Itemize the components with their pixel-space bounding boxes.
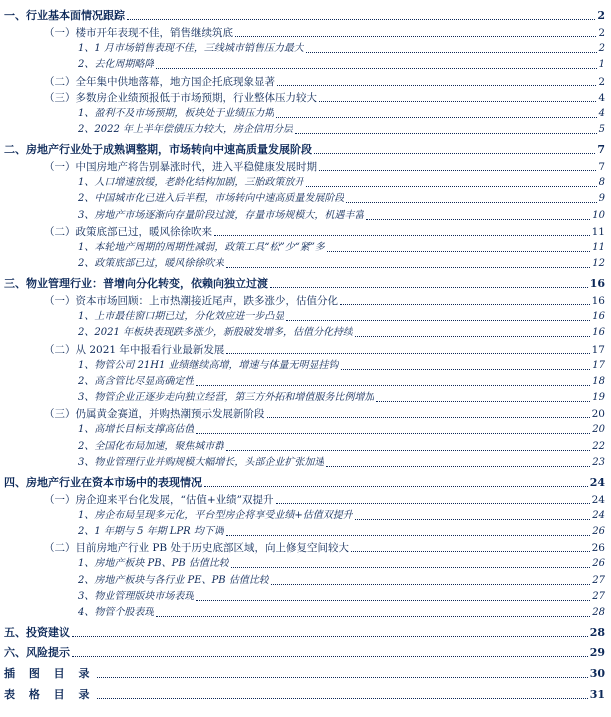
toc-dot-leader xyxy=(271,584,590,585)
toc-dot-leader xyxy=(226,353,589,354)
toc-page-number: 20 xyxy=(592,424,605,436)
toc-page-number: 26 xyxy=(591,542,605,555)
toc-entry-title: 3、房地产市场逐渐向存量阶段过渡，存量市场规模大，机遇丰富 xyxy=(78,209,365,221)
toc-entry-title: 插 图 目 录 xyxy=(4,667,95,681)
toc-page-number: 8 xyxy=(598,177,605,189)
toc-entry[interactable] xyxy=(0,686,611,704)
toc-dot-leader xyxy=(376,401,590,402)
toc-page-number: 16 xyxy=(592,327,605,339)
toc-entry-title: （二）目前房地产行业 PB 处于历史底部区域，向上修复空间较大 xyxy=(44,542,349,555)
toc-dot-leader xyxy=(196,600,590,601)
toc-page-number: 27 xyxy=(592,590,605,602)
toc-entry-title: （一）房企迎来平台化发展，“估值+业绩”双提升 xyxy=(44,493,274,506)
toc-dot-leader xyxy=(295,133,597,134)
toc-dot-leader xyxy=(156,68,596,69)
toc-entry-title: 五、投资建议 xyxy=(4,625,70,639)
toc-entry-title: 2、去化周期略降 xyxy=(78,59,155,71)
toc-entry-title: （三）仍属黄金赛道，并购热潮预示发展新阶段 xyxy=(44,408,265,421)
toc-dot-leader xyxy=(127,19,595,20)
toc-dot-leader xyxy=(319,101,596,102)
toc-dot-leader xyxy=(196,385,590,386)
toc-dot-leader xyxy=(327,251,590,252)
toc-page-number: 16 xyxy=(589,276,605,290)
toc-dot-leader xyxy=(231,567,590,568)
toc-page-number: 9 xyxy=(598,193,605,205)
toc-page-number: 23 xyxy=(592,456,605,468)
toc-dot-leader xyxy=(286,320,590,321)
toc-entry-title: 3、物业管理版块市场表现 xyxy=(78,590,195,602)
toc-entry-title: 1、人口增速放缓，老龄化结构加剧，三胎政策放开 xyxy=(78,177,305,189)
toc-page-number: 24 xyxy=(591,493,605,506)
toc-entry-title: 3、物业管理行业并购规模大幅增长，头部企业扩张加速 xyxy=(78,456,325,468)
toc-entry-title: 2、房地产板块与各行业 PE、PB 估值比较 xyxy=(78,574,269,586)
toc-dot-leader xyxy=(276,503,590,504)
toc-entry-title: （一）资本市场回顾：上市热潮接近尾声，跌多涨少，估值分化 xyxy=(44,295,338,307)
toc-entry-title: 六、风险提示 xyxy=(4,646,70,660)
toc-page-number: 10 xyxy=(592,209,605,221)
toc-dot-leader xyxy=(267,417,590,418)
toc-page-number: 17 xyxy=(592,359,605,371)
toc-dot-leader xyxy=(214,235,590,236)
toc-dot-leader xyxy=(97,677,588,678)
toc-page-number: 24 xyxy=(592,509,605,521)
toc-entry[interactable] xyxy=(0,624,611,642)
toc-page-number: 2 xyxy=(597,9,605,22)
toc-entry-title: 2、全国化布局加速，聚焦城市群 xyxy=(78,440,225,452)
toc-page-number: 4 xyxy=(598,91,605,104)
toc-entry-title: 4、物管个股表现 xyxy=(78,606,155,618)
toc-page-number: 24 xyxy=(589,475,605,489)
toc-page-number: 31 xyxy=(589,687,605,701)
toc-dot-leader xyxy=(72,656,588,657)
toc-page-number: 30 xyxy=(589,667,605,681)
toc-dot-leader xyxy=(226,450,590,451)
toc-page-number: 26 xyxy=(592,526,605,538)
toc-page-number: 7 xyxy=(598,161,605,174)
toc-entry[interactable] xyxy=(0,141,611,159)
toc-entry[interactable] xyxy=(0,275,611,293)
toc-page-number: 5 xyxy=(598,124,605,136)
toc-entry-title: 2、2021 年板块表现跌多涨少，新股破发增多，估值分化持续 xyxy=(78,327,353,339)
toc-entry-title: （三）多数房企业绩预报低于市场预期，行业整体压力较大 xyxy=(44,91,317,104)
toc-entry-title: 1、上市最佳窗口期已过，分化效应进一步凸显 xyxy=(78,311,285,323)
toc-entry-title: 2、中国城市化已进入后半程，市场转向中速高质量发展阶段 xyxy=(78,193,345,205)
toc-dot-leader xyxy=(340,304,590,305)
toc-dot-leader xyxy=(226,535,590,536)
toc-entry-title: 1、高增长目标支撑高估值 xyxy=(78,424,195,436)
toc-entry-title: （二）全年集中供地落幕，地方国企托底现象显著 xyxy=(44,75,275,88)
toc-dot-leader xyxy=(226,267,590,268)
toc-entry[interactable] xyxy=(0,665,611,683)
toc-entry-title: 2、高含管比尽显高确定性 xyxy=(78,375,195,387)
toc-dot-leader xyxy=(355,519,591,520)
toc-page-number: 4 xyxy=(598,108,605,119)
toc-entry-title: 1、房地产板块 PB、PB 估值比较 xyxy=(78,558,229,570)
toc-entry-title: 二、房地产行业处于成熟调整期，市场转向中速高质量发展阶段 xyxy=(4,142,312,156)
toc-page-number: 28 xyxy=(589,625,605,639)
toc-page-number: 17 xyxy=(591,343,605,356)
toc-dot-leader xyxy=(235,36,596,37)
toc-page-number: 19 xyxy=(592,392,605,404)
toc-entry-title: 1、盈利不及市场预期，板块处于业绩压力期 xyxy=(78,108,275,119)
toc-entry[interactable] xyxy=(0,604,611,622)
toc-entry-title: 2、2022 年上半年偿债压力较大，房企信用分层 xyxy=(78,124,293,136)
toc-page-number: 28 xyxy=(592,606,605,618)
toc-page-number: 7 xyxy=(597,142,605,156)
toc-entry[interactable] xyxy=(0,644,611,662)
toc-dot-leader xyxy=(276,117,596,118)
toc-entry[interactable] xyxy=(0,255,611,273)
toc-dot-leader xyxy=(319,170,596,171)
toc-dot-leader xyxy=(346,202,596,203)
toc-entry[interactable] xyxy=(0,121,611,139)
toc-page-number: 2 xyxy=(598,43,605,55)
toc-dot-leader xyxy=(341,369,591,370)
toc-entry[interactable] xyxy=(0,454,611,472)
toc-entry[interactable] xyxy=(0,7,611,25)
toc-dot-leader xyxy=(72,636,588,637)
toc-entry-title: 三、物业管理行业：普增向分化转变，依赖向独立过渡 xyxy=(4,276,268,290)
toc-entry-title: 一、行业基本面情况跟踪 xyxy=(4,9,125,22)
toc-entry-title: 2、1 年期与 5 年期 LPR 均下调 xyxy=(78,526,224,538)
toc-entry-title: （一）中国房地产将告别暴涨时代，进入平稳健康发展时期 xyxy=(44,161,317,174)
toc-entry-title: （一）楼市开年表现不佳，销售继续筑底 xyxy=(44,27,233,40)
toc-entry-title: （二）政策底部已过，暖风徐徐吹来 xyxy=(44,225,212,238)
toc-dot-leader xyxy=(306,186,596,187)
toc-entry-title: 1、1 月市场销售表现不佳，三线城市销售压力最大 xyxy=(78,43,304,55)
toc-page-number: 29 xyxy=(589,646,605,660)
toc-dot-leader xyxy=(156,616,590,617)
toc-page-number: 16 xyxy=(592,311,605,323)
toc-entry-title: 四、房地产行业在资本市场中的表现情况 xyxy=(4,475,202,489)
toc-dot-leader xyxy=(355,336,590,337)
toc-page-number: 11 xyxy=(591,225,605,238)
toc-entry-title: 表 格 目 录 xyxy=(4,687,95,701)
toc-page-number: 16 xyxy=(591,295,605,307)
toc-entry-title: 3、物管企业正逐步走向独立经营，第三方外拓和增值服务比例增加 xyxy=(78,392,375,404)
toc-entry-title: 1、物管公司 21H1 业绩继续高增，增速与体量无明显挂钩 xyxy=(78,359,339,371)
toc-entry-title: 2、政策底部已过，暖风徐徐吹来 xyxy=(78,258,225,270)
toc-entry-title: 1、房企布局呈现多元化，平台型房企将享受业绩+估值双提升 xyxy=(78,509,353,521)
toc-entry[interactable] xyxy=(0,474,611,492)
toc-page-number: 18 xyxy=(592,375,605,387)
toc-dot-leader xyxy=(204,486,588,487)
toc-dot-leader xyxy=(97,698,588,699)
toc-dot-leader xyxy=(314,153,595,154)
toc-page-number: 20 xyxy=(591,408,605,421)
toc-page-number: 11 xyxy=(592,241,605,253)
toc-page-number: 2 xyxy=(598,75,605,88)
toc-dot-leader xyxy=(366,219,590,220)
toc-entry-title: （二）从 2021 年中报看行业最新发展 xyxy=(44,343,225,356)
toc-page-number: 22 xyxy=(592,440,605,452)
toc-dot-leader xyxy=(270,287,588,288)
toc-page-number: 1 xyxy=(598,59,605,71)
toc-dot-leader xyxy=(277,85,596,86)
toc-dot-leader xyxy=(326,466,590,467)
toc-page-number: 26 xyxy=(592,558,605,570)
toc-page-number: 2 xyxy=(598,27,605,40)
toc-dot-leader xyxy=(351,551,590,552)
toc-page-number: 27 xyxy=(592,574,605,586)
toc-entry-title: 1、本轮地产周期的周期性减弱，政策工具“松”少“紧”多 xyxy=(78,241,325,253)
toc-page-number: 12 xyxy=(592,258,605,270)
toc-dot-leader xyxy=(306,52,597,53)
toc-dot-leader xyxy=(196,433,590,434)
